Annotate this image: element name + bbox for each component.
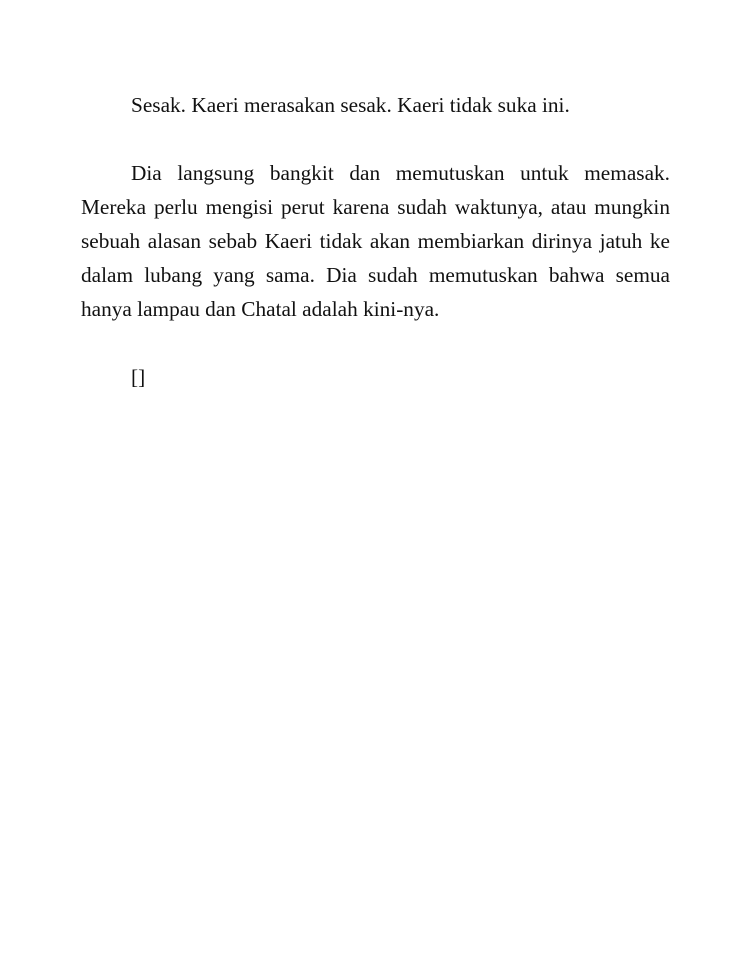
paragraph-2: Dia langsung bangkit dan memutuskan untuk memasak. Mereka perlu mengisi perut karena sudah waktunya, atau mungkin sebuah alasan sebab Kaeri tidak akan membiarkan dirinya jatuh ke dalam lubang yang sama. Dia sudah memutuskan bahwa semua hanya lampau dan Chatal adalah kini-nya. — [81, 161, 670, 321]
document-body — [81, 88, 670, 394]
paragraph-1: Sesak. Kaeri merasakan sesak. Kaeri tidak suka ini. — [131, 93, 570, 117]
paragraph-3: [] — [131, 365, 146, 389]
